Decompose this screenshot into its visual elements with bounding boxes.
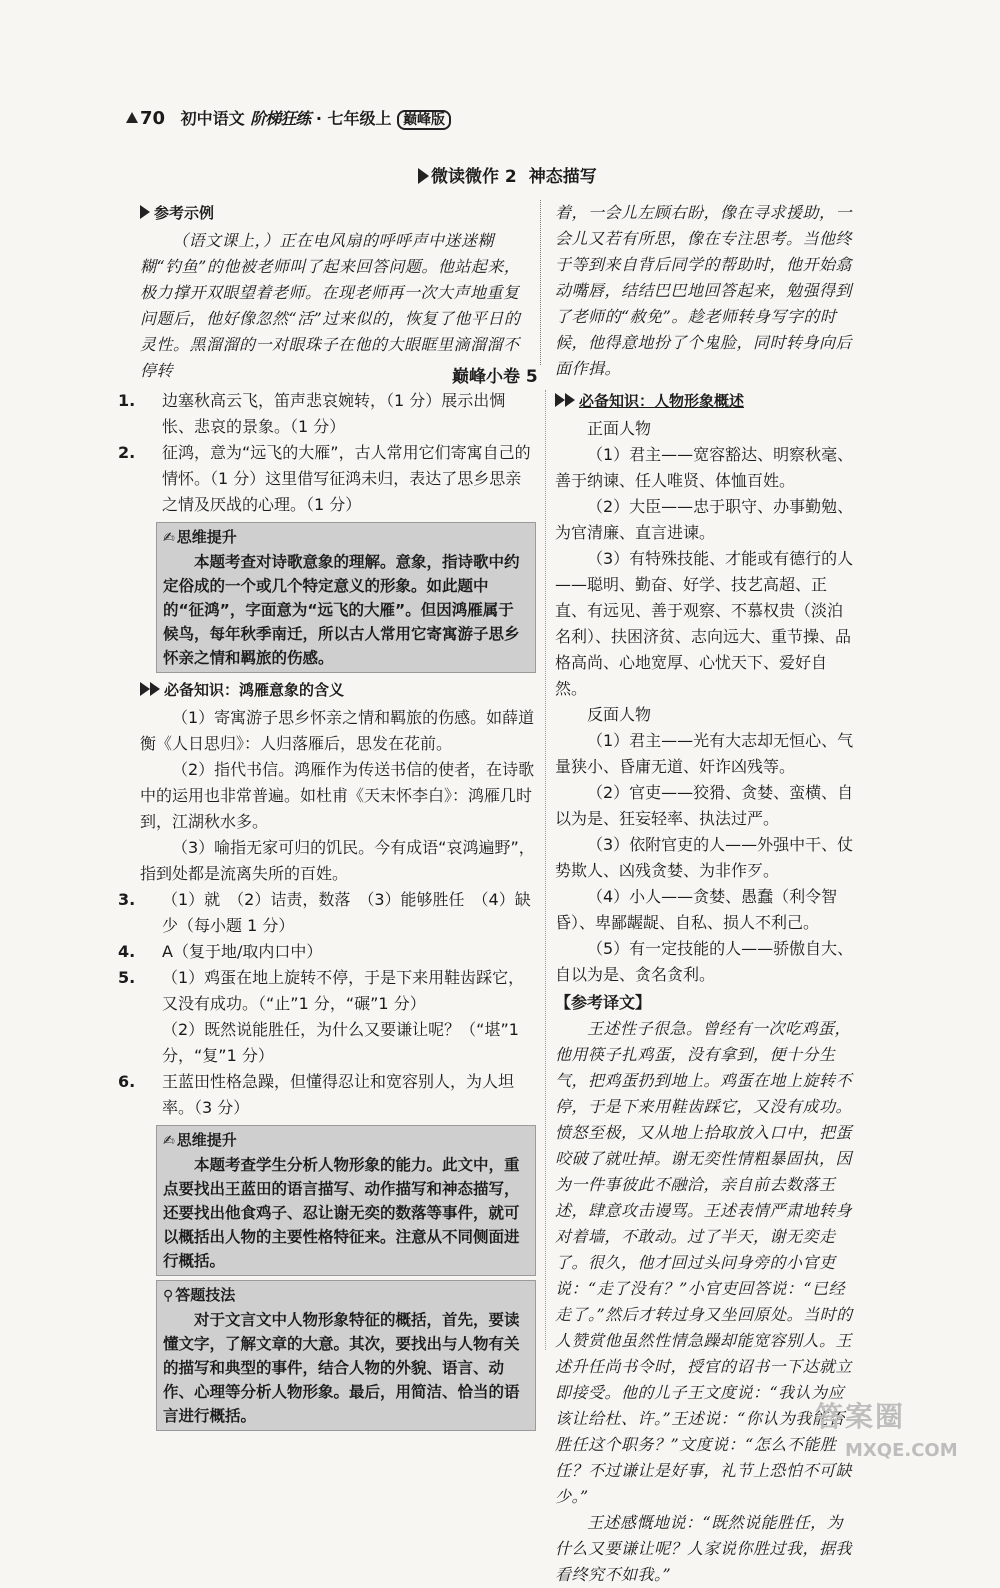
translation-text: 王述感慨地说：“既然说能胜任，为什么又要谦让呢？人家说你胜过我，据我看终究不如我。” (555, 1513, 853, 1584)
triangle-icon (126, 112, 138, 123)
answer-skill-box (156, 1280, 536, 1431)
translation-heading: 【参考译文】 (555, 993, 652, 1012)
page-header (140, 106, 451, 129)
answer-5: 5. （1）鸡蛋在地上旋转不停，于是下来用鞋齿踩它，又没有成功。（“止”1 分，“碾”1 分） (118, 968, 525, 1013)
edition-badge: 巅峰版 (397, 110, 451, 130)
arrow-icon (418, 168, 429, 184)
negative-item: （3）依附官吏的人——外强中干、仗势欺人、凶残贪婪、为非作歹。 (555, 835, 854, 880)
answer-3: 3. （1）就 （2）诘责，数落 （3）能够胜任 （4）缺少（每小题 1 分） (118, 890, 531, 935)
watermark-url: MXQE.COM (845, 1440, 958, 1461)
box-text: 对于文言文中人物形象特征的概括，首先，要读懂文字，了解文章的大意。其次，要找出与人物有关的描写和典型的事件，结合人物的外貌、语言、动作、心理等分析人物形象。最后，用简洁、恰当的语言进行概括。 (163, 1311, 520, 1425)
key-icon: ⚲ (163, 1288, 174, 1304)
example-left-column (140, 200, 532, 384)
negative-label: 反面人物 (587, 705, 652, 724)
pen-icon: ✍ (163, 530, 175, 546)
answer-5b: （2）既然说能胜任，为什么又要谦让呢？（“堪”1 分，“复”1 分） (162, 1020, 519, 1065)
book-title: 初中语文 (180, 109, 245, 128)
box-heading: ⚲ 答题技法 (163, 1286, 236, 1304)
box-text: 本题考查对诗歌意象的理解。意象，指诗歌中约定俗成的一个或几个特定意义的形象。如此题中的“征鸿”，字面意为“远飞的大雁”。但因鸿雁属于候鸟，每年秋季南迁，所以古人常用它寄寓游子思乡怀亲之情和羁旅的伤感。 (163, 553, 520, 667)
example-text-left: （语文课上，）正在电风扇的呼呼声中迷迷糊糊“钓鱼”的他被老师叫了起来回答问题。他站起来，极力撑开双眼望着老师。在现老师再一次大声地重复问题后，他好像忽然“活”过来似的，恢复了他平日的灵性。黑溜溜的一对眼珠子在他的大眼眶里滴溜溜不停转 (140, 231, 521, 380)
example-text-right: 着，一会儿左顾右盼，像在寻求援助，一会儿又若有所思，像在专注思考。当他终于等到来自背后同学的帮助时，他开始翕动嘴唇，结结巴巴地回答起来，勉强得到了老师的“赦免”。趁老师转身写字的时候，他得意地扮了个鬼脸，同时转身向后面作揖。 (555, 203, 853, 378)
box-text: 本题考查学生分析人物形象的能力。此文中，重点要找出王蓝田的语言描写、动作描写和神态描写，还要找出他食鸡子、忍让谢无奕的数落等事件，就可以概括出人物的主要性格特征来。注意从不同侧面进行概括。 (163, 1156, 520, 1270)
arrow-icon (140, 205, 150, 219)
translation-text: 王述性子很急。曾经有一次吃鸡蛋，他用筷子扎鸡蛋，没有拿到，便十分生气，把鸡蛋扔到地上。鸡蛋在地上旋转不停，于是下来用鞋齿踩它，又没有成功。愤怒至极，又从地上拾取放入口中，把蛋咬破了就吐掉。谢无奕性情粗暴固执，因为一件事彼此不融洽，亲自前去数落王述，肆意攻击谩骂。王述表情严肃地转身对着墙，不敢动。过了半天，谢无奕走了。很久，他才回过头问身旁的小官吏说：“走了没有？”小官吏回答说：“已经走了。”然后才转过身又坐回原处。当时的人赞赏他虽然性情急躁却能宽容别人。王述升任尚书令时，授官的诏书一下达就立即接受。他的儿子王文度说：“我认为应该让给杜、许。”王述说：“你认为我能否胜任这个职务？”文度说：“怎么不能胜任？不过谦让是好事，礼节上恐怕不可缺少。” (555, 1019, 853, 1506)
knowledge-item: （2）指代书信。鸿雁作为传送书信的使者，在诗歌中的运用也非常普遍。如杜甫《天末怀李白》：鸿雁几时到，江湖秋水多。 (140, 760, 535, 831)
watermark-logo: 答案圈 (815, 1400, 906, 1433)
positive-item: （2）大臣——忠于职守、办事勤勉、为官清廉、直言进谏。 (555, 497, 854, 542)
knowledge-heading-1: 必备知识：鸿雁意象的含义 (140, 677, 536, 703)
reference-example-heading: 参考示例 (140, 200, 532, 226)
box-heading: ✍ 思维提升 (163, 528, 237, 546)
knowledge-item: （3）喻指无家可归的饥民。今有成语“哀鸿遍野”，指到处都是流离失所的百姓。 (140, 838, 535, 883)
negative-item: （4）小人——贪婪、愚蠢（利令智昏）、卑鄙龌龊、自私、损人不利己。 (555, 887, 838, 932)
column-divider (545, 390, 546, 1350)
positive-item: （3）有特殊技能、才能或有德行的人——聪明、勤奋、好学、技艺高超、正直、有远见、善于观察、不慕权贵（淡泊名利）、扶困济贫、志向远大、重节操、品格高尚、心地宽厚、心忧天下、爱好自然。 (555, 549, 854, 698)
thinking-box-1 (156, 522, 536, 673)
answer-6: 6. 王蓝田性格急躁，但懂得忍让和宽容别人，为人坦率。（3 分） (118, 1072, 515, 1117)
section-title-b: 神态描写 (528, 167, 597, 187)
positive-item: （1）君主——宽容豁达、明察秋毫、善于纳谏、任人唯贤、体恤百姓。 (555, 445, 854, 490)
answer-2: 2. 征鸿，意为“远飞的大雁”，古人常用它们寄寓自己的情怀。（1 分）这里借写征鸿未归，表达了思乡思亲之情及厌战的心理。（1 分） (118, 443, 531, 514)
answer-1: 1. 边塞秋高云飞，笛声悲哀婉转，（1 分）展示出惆怅、悲哀的景象。（1 分） (118, 391, 506, 436)
knowledge-heading-2: 必备知识：人物形象概述 (555, 388, 855, 414)
negative-item: （2）官吏——狡猾、贪婪、蛮横、自以为是、狂妄轻率、执法过严。 (555, 783, 854, 828)
knowledge-item: （1）寄寓游子思乡怀亲之情和羁旅的伤感。如薛道衡《人日思归》：人归落雁后，思发在花前。 (140, 708, 535, 753)
positive-label: 正面人物 (587, 419, 652, 438)
thinking-box-2 (156, 1125, 536, 1276)
example-right-column (555, 200, 865, 382)
double-arrow-icon (140, 682, 150, 696)
brand-logo: 阶梯狂练 (250, 109, 311, 128)
pen-icon: ✍ (163, 1133, 175, 1149)
answers-left-column (118, 388, 536, 1435)
answer-4: 4. A（复于地/取内口中） (118, 942, 323, 961)
column-divider (540, 200, 541, 365)
negative-item: （5）有一定技能的人——骄傲自大、自以为是、贪名贪利。 (555, 939, 854, 984)
quiz-title: 巅峰小卷 5 (452, 367, 538, 387)
negative-item: （1）君主——光有大志却无恒心、气量狭小、昏庸无道、奸诈凶残等。 (555, 731, 854, 776)
double-arrow-icon (555, 393, 565, 407)
page-number: 70 (140, 108, 166, 129)
section-title-a: 微读微作 2 (431, 167, 517, 187)
answers-right-column (555, 388, 855, 1588)
section-title-micro-reading (418, 162, 597, 187)
grade-label: · 七年级上 (315, 109, 392, 128)
box-heading: ✍ 思维提升 (163, 1131, 237, 1149)
